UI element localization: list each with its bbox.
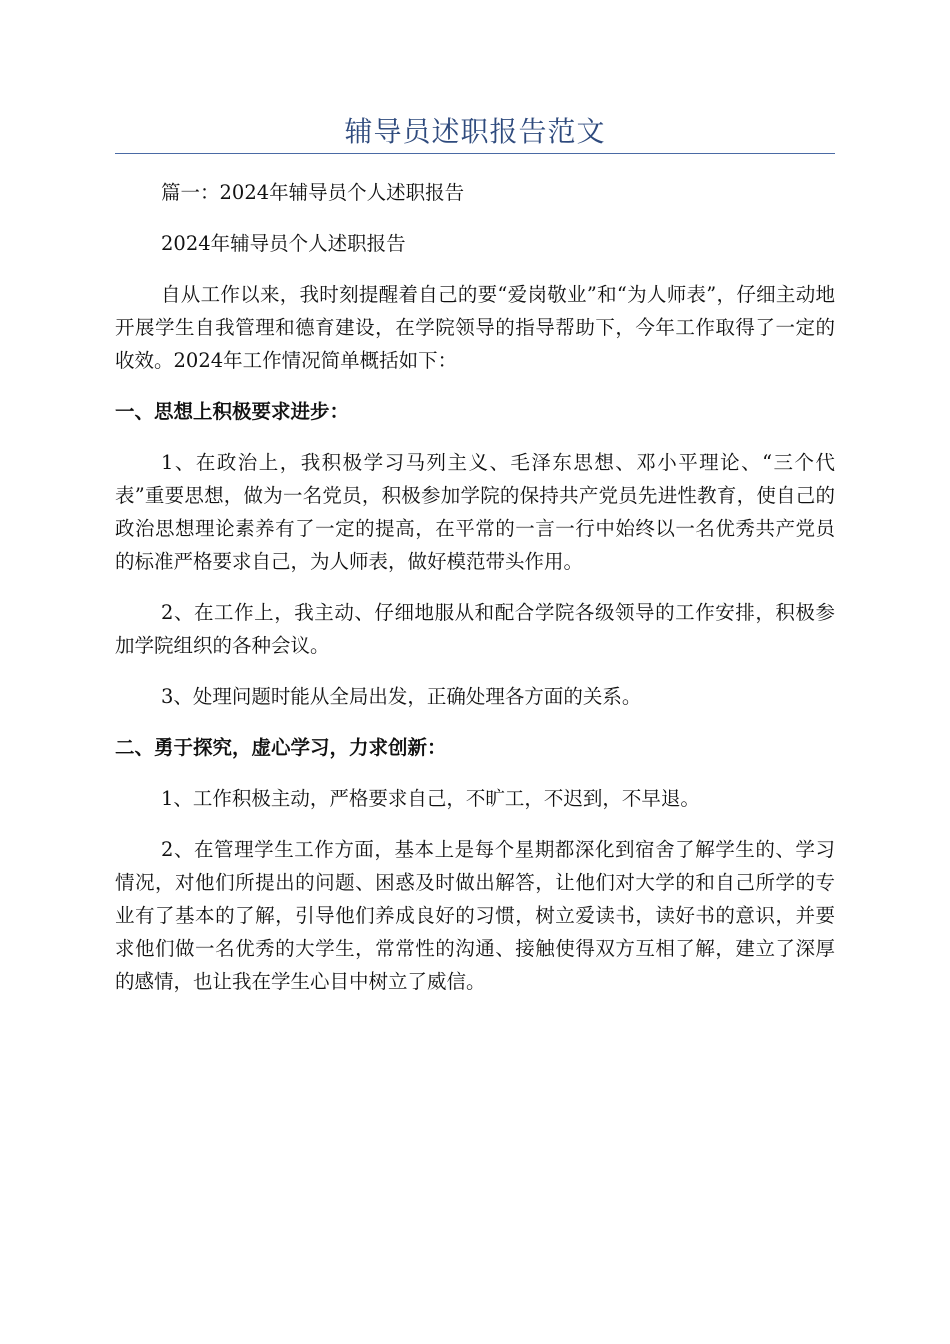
paragraph: 2、在管理学生工作方面，基本上是每个星期都深化到宿舍了解学生的、学习情况，对他们所提出的问题、困惑及时做出解答，让他们对大学的和自己所学的专业有了基本的了解，引导他们养成良好的习惯，树立爱读书，读好书的意识，并要求他们做一名优秀的大学生，常常性的沟通、接触使得双方互相了解，建立了深厚的感情，也让我在学生心目中树立了威信。 [115,838,835,993]
paragraph: 1、在政治上，我积极学习马列主义、毛泽东思想、邓小平理论、“三个代表”重要思想，做为一名党员，积极参加学院的保持共产党员先进性教育，使自己的政治思想理论素养有了一定的提高，在平常的一言一行中始终以一名优秀共产党员的标准严格要求自己，为人师表，做好模范带头作用。 [115,451,835,573]
section-heading: 二、勇于探究，虚心学习，力求创新： [115,736,447,759]
document-title: 辅导员述职报告范文 [344,115,606,148]
title-underline [115,153,835,154]
section-heading: 一、思想上积极要求进步： [115,400,350,423]
paragraph: 2、在工作上，我主动、仔细地服从和配合学院各级领导的工作安排，积极参加学院组织的各种会议。 [115,601,835,657]
paragraph: 自从工作以来，我时刻提醒着自己的要“爱岗敬业”和“为人师表”，仔细主动地开展学生自我管理和德育建设，在学院领导的指导帮助下，今年工作取得了一定的收效。2024年工作情况简单概括如下： [115,283,835,372]
paragraph: 3、处理问题时能从全局出发，正确处理各方面的关系。 [161,685,642,708]
paragraph: 2024年辅导员个人述职报告 [161,232,406,255]
document-body [115,176,835,1016]
paragraph: 篇一：2024年辅导员个人述职报告 [161,181,465,204]
paragraph: 1、工作积极主动，严格要求自己，不旷工，不迟到，不早退。 [161,787,700,810]
